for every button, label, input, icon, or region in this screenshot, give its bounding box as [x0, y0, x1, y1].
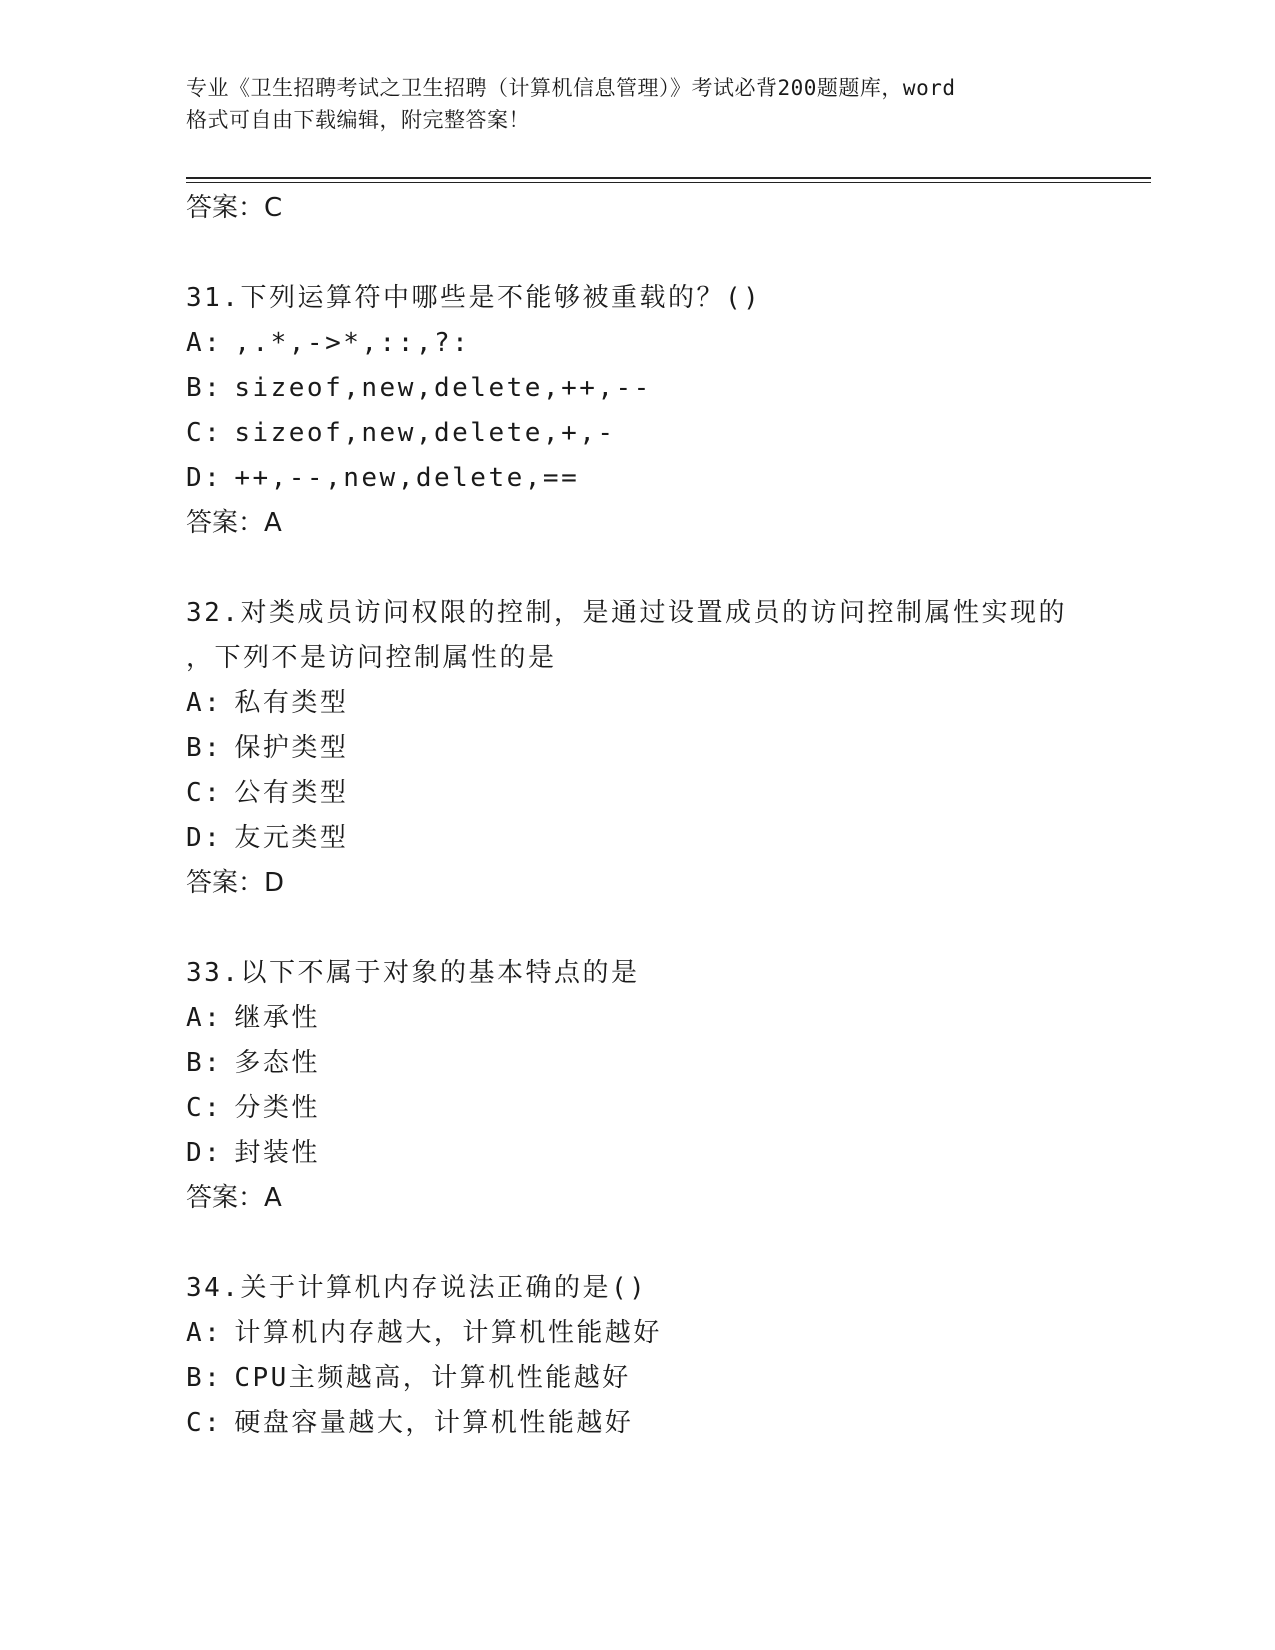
option-c — [186, 411, 1086, 456]
option-text: 友元类型 — [234, 823, 349, 853]
option-text: 封装性 — [234, 1138, 320, 1168]
option-b — [186, 1041, 1086, 1086]
option-d — [186, 456, 1086, 501]
option-label: A: — [186, 688, 223, 718]
option-label: C: — [186, 1408, 223, 1438]
option-label: B: — [186, 1363, 223, 1393]
question-title: 31.下列运算符中哪些是不能够被重载的？() — [186, 283, 762, 313]
option-label: D: — [186, 1138, 223, 1168]
document-header — [186, 72, 1086, 136]
question-33 — [186, 951, 1086, 1221]
option-label: B: — [186, 1048, 223, 1078]
answer: 答案：D — [186, 868, 285, 898]
answer: 答案：A — [186, 508, 282, 538]
option-text: 继承性 — [234, 1003, 320, 1033]
option-label: C: — [186, 418, 223, 448]
header-rule-thin — [186, 182, 1151, 183]
header-line-1: 专业《卫生招聘考试之卫生招聘（计算机信息管理）》考试必背200题题库，word — [186, 76, 956, 100]
question-title: 32.对类成员访问权限的控制，是通过设置成员的访问控制属性实现的 — [186, 598, 1067, 628]
option-a — [186, 681, 1086, 726]
option-label: B: — [186, 733, 223, 763]
question-title: 33.以下不属于对象的基本特点的是 — [186, 958, 640, 988]
header-rule-thick — [186, 177, 1151, 179]
option-label: A: — [186, 328, 223, 358]
answer: 答案：A — [186, 1183, 282, 1213]
option-label: C: — [186, 778, 223, 808]
option-text: 计算机内存越大，计算机性能越好 — [234, 1318, 662, 1348]
question-34 — [186, 1266, 1086, 1446]
option-label: A: — [186, 1003, 223, 1033]
option-label: B: — [186, 373, 223, 403]
header-line-2: 格式可自由下载编辑，附完整答案！ — [186, 108, 530, 132]
option-b — [186, 1356, 1086, 1401]
previous-answer: 答案：C — [186, 193, 283, 223]
option-c — [186, 771, 1086, 816]
option-label: D: — [186, 823, 223, 853]
option-text: sizeof,new,delete,++,-- — [234, 373, 652, 403]
option-d — [186, 816, 1086, 861]
option-label: C: — [186, 1093, 223, 1123]
option-label: D: — [186, 463, 223, 493]
option-b — [186, 726, 1086, 771]
option-label: A: — [186, 1318, 223, 1348]
option-d — [186, 1131, 1086, 1176]
option-text: 硬盘容量越大，计算机性能越好 — [234, 1408, 634, 1438]
option-a — [186, 321, 1086, 366]
option-b — [186, 366, 1086, 411]
option-text: ,.*,->*,::,?: — [234, 328, 471, 358]
option-text: sizeof,new,delete,+,- — [234, 418, 616, 448]
option-c — [186, 1401, 1086, 1446]
option-a — [186, 1311, 1086, 1356]
question-title: 34.关于计算机内存说法正确的是() — [186, 1273, 648, 1303]
option-c — [186, 1086, 1086, 1131]
option-a — [186, 996, 1086, 1041]
option-text: 公有类型 — [234, 778, 349, 808]
option-text: 多态性 — [234, 1048, 320, 1078]
option-text: 保护类型 — [234, 733, 349, 763]
question-31 — [186, 276, 1086, 546]
question-list — [186, 186, 1086, 1446]
option-text: CPU主频越高，计算机性能越好 — [234, 1363, 631, 1393]
option-text: ++,--,new,delete,== — [234, 463, 580, 493]
question-32 — [186, 591, 1086, 906]
option-text: 私有类型 — [234, 688, 349, 718]
option-text: 分类性 — [234, 1093, 320, 1123]
question-title-continued: ，下列不是访问控制属性的是 — [186, 643, 557, 673]
